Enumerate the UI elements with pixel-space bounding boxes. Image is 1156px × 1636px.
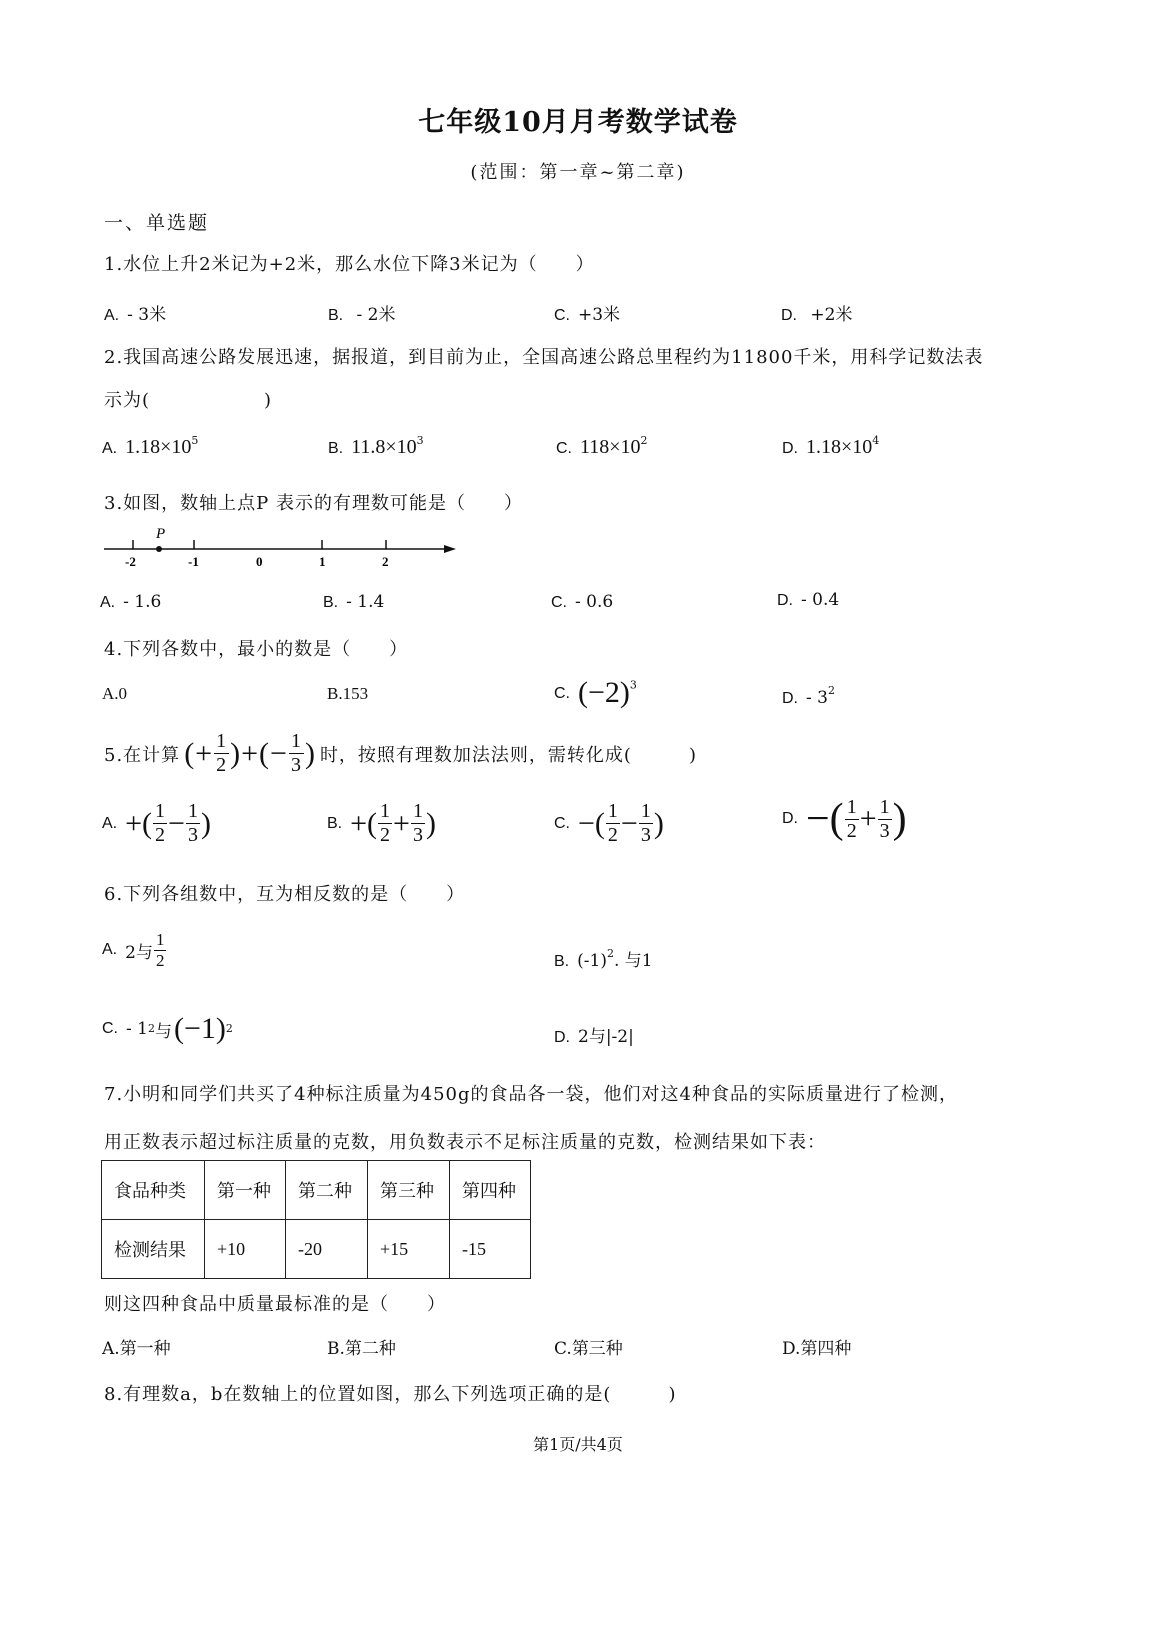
q1-option-d: D. +2米 [781, 305, 853, 325]
q6-option-d: D. 2与|-2| [554, 1027, 634, 1047]
q4-option-d: D. - $3^2$ [782, 684, 835, 708]
page-title: 七年级10月月考数学试卷 [418, 107, 738, 138]
q4-stem: 4.下列各数中，最小的数是（ ） [104, 639, 409, 660]
table-cell: +15 [368, 1220, 450, 1279]
tick-label: -2 [125, 554, 136, 569]
q1-option-c: C. +3米 [554, 305, 621, 325]
q2-option-c: C. $118\times 10^2$ [556, 434, 648, 458]
q6-stem: 6.下列各组数中，互为相反数的是（ ） [104, 884, 466, 905]
q7-stem-line1: 7.小明和同学们共买了4种标注质量为450g的食品各一袋，他们对这4种食品的实际质量进行了检测， [104, 1084, 958, 1105]
q6-option-c: C. - 1 2 与 (−1) 2 [102, 1012, 233, 1045]
q4-option-b: B.153 [327, 684, 369, 703]
number-line-figure [100, 525, 460, 573]
q3-option-d: D. - 0.4 [777, 590, 840, 610]
q5-option-a: A. +( $\frac{1}{2}$ − $\frac{1}{3}$ ) [102, 800, 211, 846]
q4-option-c: C. $(-2)^3$ [554, 676, 637, 709]
q7-option-c: C.第三种 [554, 1339, 623, 1359]
q3-option-b: B. - 1.4 [323, 592, 385, 612]
section-heading: 一、单选题 [104, 212, 210, 234]
q5-option-b: B. +( $\frac{1}{2}$ + $\frac{1}{3}$ ) [327, 800, 436, 846]
table-cell: 检测结果 [102, 1220, 205, 1279]
table-cell: 食品种类 [102, 1161, 205, 1220]
table-cell: -15 [450, 1220, 531, 1279]
number-line-arrow [444, 545, 456, 553]
q5-option-c: C. −( $\frac{1}{2}$ − $\frac{1}{3}$ ) [554, 800, 664, 846]
q4-option-a: A.0 [102, 684, 128, 703]
tick-label: -1 [188, 554, 199, 569]
q2-stem-line2: 示为( ) [104, 390, 273, 411]
q1-option-b: B. - 2米 [328, 305, 396, 325]
table-cell: 第一种 [205, 1161, 286, 1220]
q2-option-a: A. $1.18\times 10^5$ [102, 434, 199, 458]
q2-option-d: D. $1.18\times 10^4$ [782, 434, 880, 458]
q1-option-a: A. - 3米 [104, 305, 167, 325]
tick-label: 1 [319, 554, 326, 569]
table-cell: 第三种 [368, 1161, 450, 1220]
q3-stem: 3.如图，数轴上点P 表示的有理数可能是（ ） [104, 493, 524, 514]
q3-option-a: A. - 1.6 [100, 592, 162, 612]
q6-option-a: A. 2与 $\frac{1}{2}$ [102, 930, 165, 970]
q5-option-d: D. −( $\frac{1}{2}$ + $\frac{1}{3}$ ) [782, 795, 907, 842]
q5-stem: 5.在计算 (+ $\frac{1}{2}$ )+(− $\frac{1}{3}$ ) 时，按照有理数加法法则，需转化成( ) [104, 730, 697, 776]
page-subtitle: (范围：第一章~第二章) [470, 162, 686, 183]
q7-question: 则这四种食品中质量最标准的是（ ） [104, 1294, 446, 1315]
table-cell: 第四种 [450, 1161, 531, 1220]
q2-option-b: B. $11.8\times 10^3$ [328, 434, 424, 458]
table-cell: +10 [205, 1220, 286, 1279]
q6-option-b: B. $(-1)^2$. 与1 [554, 947, 653, 971]
point-p-label: P [156, 526, 166, 542]
tick-label: 2 [382, 554, 389, 569]
point-p-dot [156, 546, 162, 552]
results-table [101, 1160, 531, 1279]
q7-stem-line2: 用正数表示超过标注质量的克数，用负数表示不足标注质量的克数，检测结果如下表： [104, 1132, 826, 1153]
q1-stem: 1.水位上升2米记为+2米，那么水位下降3米记为（ ） [104, 254, 595, 275]
q8-stem: 8.有理数a，b在数轴上的位置如图，那么下列选项正确的是( ) [104, 1384, 677, 1405]
page-footer: 第1页/共4页 [533, 1435, 623, 1454]
table-row [102, 1161, 531, 1220]
q3-option-c: C. - 0.6 [551, 592, 614, 612]
q7-option-d: D.第四种 [782, 1339, 852, 1359]
q7-option-b: B.第二种 [327, 1339, 396, 1359]
table-row [102, 1220, 531, 1279]
table-cell: 第二种 [286, 1161, 368, 1220]
q7-option-a: A.第一种 [102, 1339, 171, 1359]
table-cell: -20 [286, 1220, 368, 1279]
q2-stem-line1: 2.我国高速公路发展迅速，据报道，到目前为止，全国高速公路总里程约为11800千米，用科学记数法表 [104, 347, 984, 368]
tick-label: 0 [256, 554, 263, 569]
